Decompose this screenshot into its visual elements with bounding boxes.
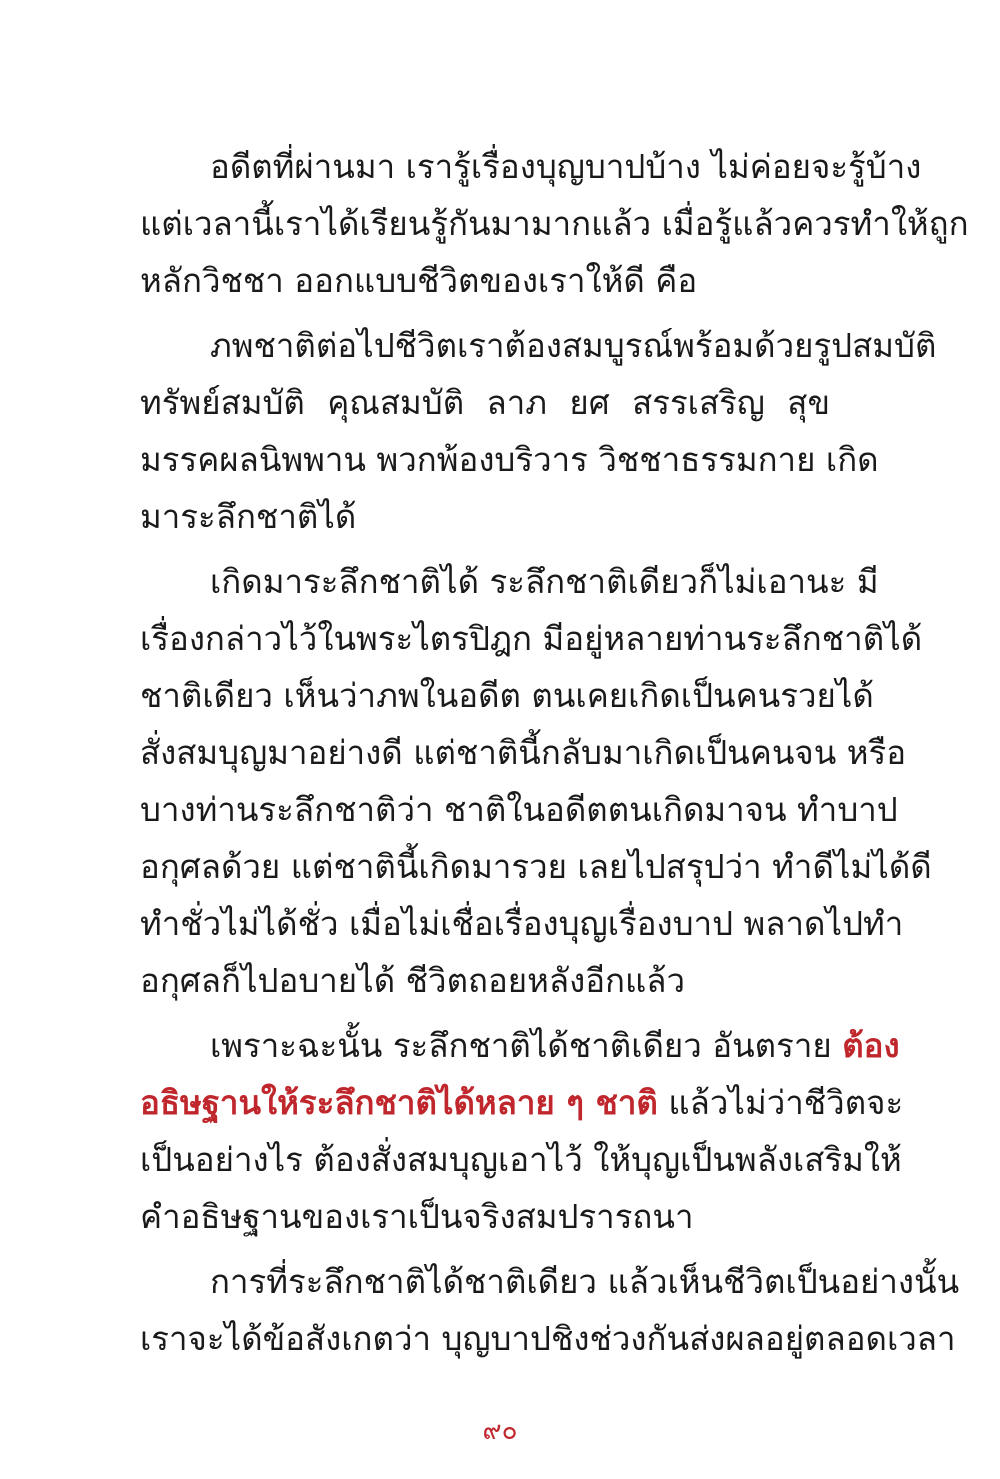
paragraph-line: อกุศลก็ไปอบายได้ ชีวิตถอยหลังอีกแล้ว (140, 961, 686, 1000)
paragraph-line: อกุศลด้วย แต่ชาตินี้เกิดมารวย เลยไปสรุปว่า ทำดีไม่ได้ดี (140, 847, 932, 886)
paragraph-line: ภพชาติต่อไปชีวิตเราต้องสมบูรณ์พร้อมด้วยรูปสมบัติ (210, 326, 937, 365)
paragraph-line: สั่งสมบุญมาอย่างดี แต่ชาตินี้กลับมาเกิดเป็นคนจน หรือ (140, 733, 907, 772)
paragraph-line: ทำชั่วไม่ได้ชั่ว เมื่อไม่เชื่อเรื่องบุญเรื่องบาป พลาดไปทำ (140, 904, 904, 943)
paragraph-line (140, 1017, 900, 1074)
paragraph-line: เป็นอย่างไร ต้องสั่งสมบุญเอาไว้ ให้บุญเป็นพลังเสริมให้ (140, 1140, 902, 1179)
paragraph-line: เราจะได้ข้อสังเกตว่า บุญบาปชิงช่วงกันส่งผลอยู่ตลอดเวลา (140, 1319, 956, 1358)
paragraph-line: แต่เวลานี้เราได้เรียนรู้กันมามากแล้ว เมื่อรู้แล้วควรทำให้ถูก (140, 204, 969, 243)
paragraph-4 (140, 1017, 904, 1245)
paragraph-text: เพราะฉะนั้น ระลึกชาติได้ชาติเดียว อันตราย (210, 1026, 832, 1065)
paragraph-line: เรื่องกล่าวไว้ในพระไตรปิฎก มีอยู่หลายท่านระลึกชาติได้ (140, 619, 923, 658)
paragraph-line: การที่ระลึกชาติได้ชาติเดียว แล้วเห็นชีวิตเป็นอย่างนั้น (210, 1262, 960, 1301)
paragraph-line: บางท่านระลึกชาติว่า ชาติในอดีตตนเกิดมาจน ทำบาป (140, 790, 898, 829)
paragraph-line: เกิดมาระลึกชาติได้ ระลึกชาติเดียวก็ไม่เอานะ มี (210, 562, 879, 601)
paragraph-5 (140, 1253, 960, 1367)
paragraph-1 (140, 138, 969, 309)
book-page-body (140, 138, 969, 1367)
paragraph-line (140, 1074, 904, 1131)
paragraph-3 (140, 553, 932, 1009)
page-number: ๙๐ (482, 1416, 518, 1446)
paragraph-line: ทรัพย์สมบัติ คุณสมบัติ ลาภ ยศ สรรเสริญ สุข (140, 383, 830, 422)
emphasized-text: อธิษฐานให้ระลึกชาติได้หลาย ๆ ชาติ (140, 1083, 658, 1122)
emphasized-text: ต้อง (842, 1026, 900, 1065)
paragraph-line: หลักวิชชา ออกแบบชีวิตของเราให้ดี คือ (140, 261, 698, 300)
paragraph-line: มาระลึกชาติได้ (140, 497, 357, 536)
paragraph-line: คำอธิษฐานของเราเป็นจริงสมปรารถนา (140, 1197, 694, 1236)
paragraph-line: ชาติเดียว เห็นว่าภพในอดีต ตนเคยเกิดเป็นคนรวยได้ (140, 676, 874, 715)
paragraph-text: แล้วไม่ว่าชีวิตจะ (668, 1083, 904, 1122)
paragraph-line: อดีตที่ผ่านมา เรารู้เรื่องบุญบาปบ้าง ไม่ค่อยจะรู้บ้าง (210, 147, 922, 186)
paragraph-2 (140, 317, 937, 545)
paragraph-line: มรรคผลนิพพาน พวกพ้องบริวาร วิชชาธรรมกาย เกิด (140, 440, 879, 479)
